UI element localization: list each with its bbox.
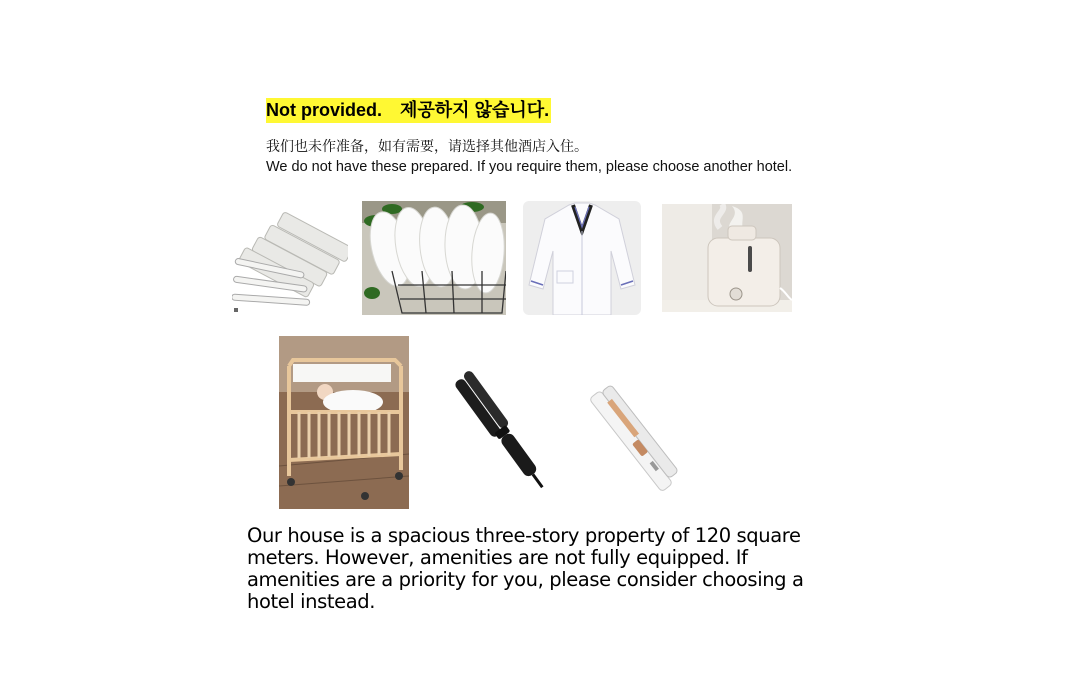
property-summary: Our house is a spacious three-story property of 120 square meters. However, amenities are not fully equipped. If amenities are a priority for you, please consider choosing a hotel instead. — [247, 524, 804, 613]
notice-heading — [266, 98, 551, 123]
note-chinese: 我们也未作准备，如有需要，请选择其他酒店入住。 — [266, 139, 588, 155]
bathrobe-icon — [523, 201, 641, 315]
heading-kr: 제공하지 않습니다. — [400, 100, 550, 120]
toothbrush-kit-icon — [232, 200, 348, 314]
slippers-icon — [362, 201, 506, 315]
heading-en: Not provided. — [266, 100, 382, 120]
humidifier-icon — [662, 204, 792, 312]
note-english: We do not have these prepared. If you require them, please choose another hotel. — [266, 159, 793, 175]
curling-iron-icon — [448, 368, 548, 502]
baby-crib-icon — [279, 336, 409, 509]
hair-straightener-icon — [588, 384, 688, 502]
